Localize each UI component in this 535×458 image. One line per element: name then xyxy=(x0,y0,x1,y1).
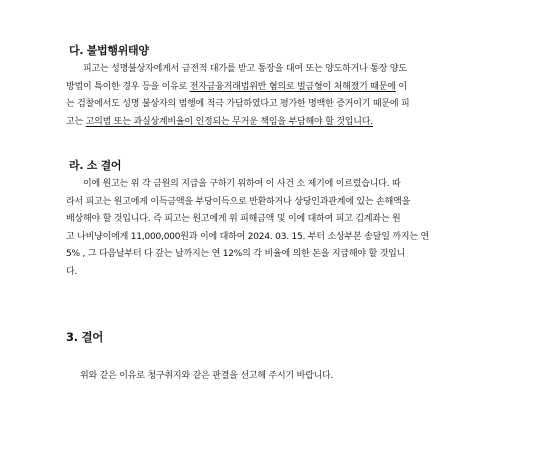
text-line xyxy=(66,79,472,97)
text-segment: 방법이 특이한 경우 등을 이유로 xyxy=(66,81,190,92)
text-line: 라서 피고는 원고에게 이득금액을 부당이득으로 반환하거나 상당인과관계에 있는 손해액을 xyxy=(66,196,411,207)
text-line xyxy=(66,114,472,132)
section-heading-conclusion: 3. 결어 xyxy=(66,330,104,344)
text-segment: 이 xyxy=(395,81,407,92)
section-heading-illegal-act: 다. 불법행위태양 xyxy=(69,44,149,57)
text-line: 배상해야 할 것입니다. 즉 피고는 원고에게 위 피해금액 및 이에 대하여 피고 김계좌는 원 xyxy=(66,214,401,224)
text-segment: 고는 xyxy=(66,116,86,127)
text-line: 고 나비냥이에게 11,000,000원과 이에 대하여 2024. 03. 15. 부터 소상부본 송달일 까지는 연 xyxy=(66,231,429,242)
text-line: 다. xyxy=(66,266,78,277)
section-heading-conclusion-summary: 라. 소 결어 xyxy=(69,159,122,172)
text-line: 피고는 성명불상자에게서 금전적 대가를 받고 통장을 대여 또는 양도하거나 통장 양도 xyxy=(83,64,407,74)
text-line: 는 검찰에서도 성명 불상자의 범행에 적극 가담하였다고 평가한 명백한 증거이기 때문에 피 xyxy=(66,99,410,109)
text-line: 5% , 그 다음날부터 다 갚는 날까지는 연 12%의 각 비율에 의한 돈을 지급해야 할 것입니 xyxy=(66,249,406,259)
paragraph-illegal-act xyxy=(66,61,472,131)
underlined-text: 전자금융거래법위반 혐의로 벌금형이 처해졌기 때문에 xyxy=(189,81,396,92)
closing-statement: 위와 같은 이유로 청구취지와 같은 판결을 선고해 주시기 바랍니다. xyxy=(80,371,334,381)
paragraph-conclusion-summary xyxy=(66,176,472,281)
text-line: 이에 원고는 위 각 금원의 지급을 구하기 위하여 이 사건 소 제기에 이르렀습니다. 따 xyxy=(83,179,401,189)
underlined-text: 고의범 또는 과실상계비율이 인정되는 무거운 책임을 부담해야 할 것입니다. xyxy=(85,116,373,127)
